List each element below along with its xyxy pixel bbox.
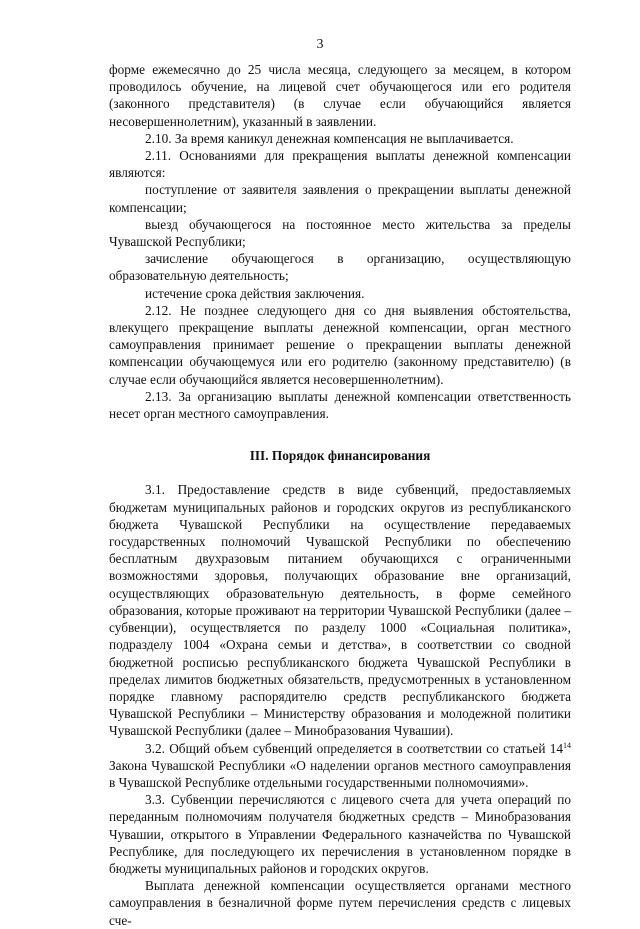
- paragraph-p2-10: 2.10. За время каникул денежная компенсация не выплачивается.: [145, 130, 514, 146]
- paragraph-p2-11-c: зачисление обучающегося в организацию, осуществляющую образовательную деятельность;: [109, 251, 571, 284]
- paragraph-3-3: 3.3. Субвенции перечисляются с лицевого счета для учета операций по переданным полномочиям получателя бюджетных средств – Минобразования Чувашии, открытого в Управлении Федерального казначейства по Чувашской Республике, для последующего их перечисления в установленном порядке в бюджеты муниципальных районов и городских округов.: [109, 792, 571, 876]
- paragraph-payment: Выплата денежной компенсации осуществляется органами местного самоуправления в безналичной форме путем перечисления средств с лицевых сче-: [109, 878, 571, 928]
- section-2-paragraphs: [109, 61, 571, 422]
- paragraph-p2-13: 2.13. За организацию выплаты денежной компенсации ответственность несет орган местного самоуправления.: [109, 388, 571, 422]
- section-heading: III. Порядок финансирования: [249, 448, 431, 464]
- paragraph-cont: форме ежемесячно до 25 числа месяца, следующего за месяцем, в котором проводилось обучение, на лицевой счет обучающегося или его родителя (законного представителя) (в случае если обучающийся является несовершеннолетним), указанный в заявлении.: [109, 62, 571, 129]
- paragraph-p2-11: 2.11. Основаниями для прекращения выплаты денежной компенсации являются:: [109, 148, 571, 181]
- document-body: [109, 61, 571, 929]
- paragraph-3-1: 3.1. Предоставление средств в виде субвенций, предоставляемых бюджетам муниципальных районов и городских округов из республиканского бюджета Чувашской Республики на осуществление передаваемых государственных полномочий Чувашской Республики по обеспечению бесплатным двухразовым питанием обучающихся с ограниченными возможностями здоровья, получающих образование вне организаций, осуществляющих образовательную деятельность, в форме семейного образования, которые проживают на территории Чувашской Республики (далее – субвенции), осуществляется по разделу 1000 «Социальная политика», подразделу 1004 «Охрана семьи и детства», в соответствии со сводной бюджетной росписью республиканского бюджета Чувашской Республики в пределах лимитов бюджетных обязательств, предусмотренных в установленном порядке главному распорядителю средств республиканского бюджета Чувашской Республики – Министерству образования и молодежной политики Чувашской Республики (далее – Минобразования Чувашии).: [109, 482, 571, 739]
- paragraph-3-2-text: 3.2. Общий объем субвенций определяется в соответствии со статьей 14: [145, 740, 563, 756]
- paragraph-3-2: [109, 740, 571, 792]
- paragraph-p2-11-d: истечение срока действия заключения.: [145, 285, 365, 301]
- paragraph-p2-11-b: выезд обучающегося на постоянное место жительства за пределы Чувашской Республики;: [109, 216, 571, 250]
- paragraph-3-2-rest: Закона Чувашской Республики «О наделении органов местного самоуправления в Чувашской Республике отдельными государственными полномочиями».: [109, 757, 571, 790]
- article-superscript: 14: [563, 740, 571, 750]
- paragraph-p2-12: 2.12. Не позднее следующего дня со дня выявления обстоятельства, влекущего прекращение выплаты денежной компенсации, орган местного самоуправления принимает решение о прекращении выплаты денежной компенсации обучающемуся или его родителю (законному представителю) (в случае если обучающийся является несовершеннолетним).: [109, 302, 571, 387]
- paragraph-p2-11-a: поступление от заявителя заявления о прекращении выплаты денежной компенсации;: [109, 182, 571, 215]
- page-number: 3: [316, 37, 324, 52]
